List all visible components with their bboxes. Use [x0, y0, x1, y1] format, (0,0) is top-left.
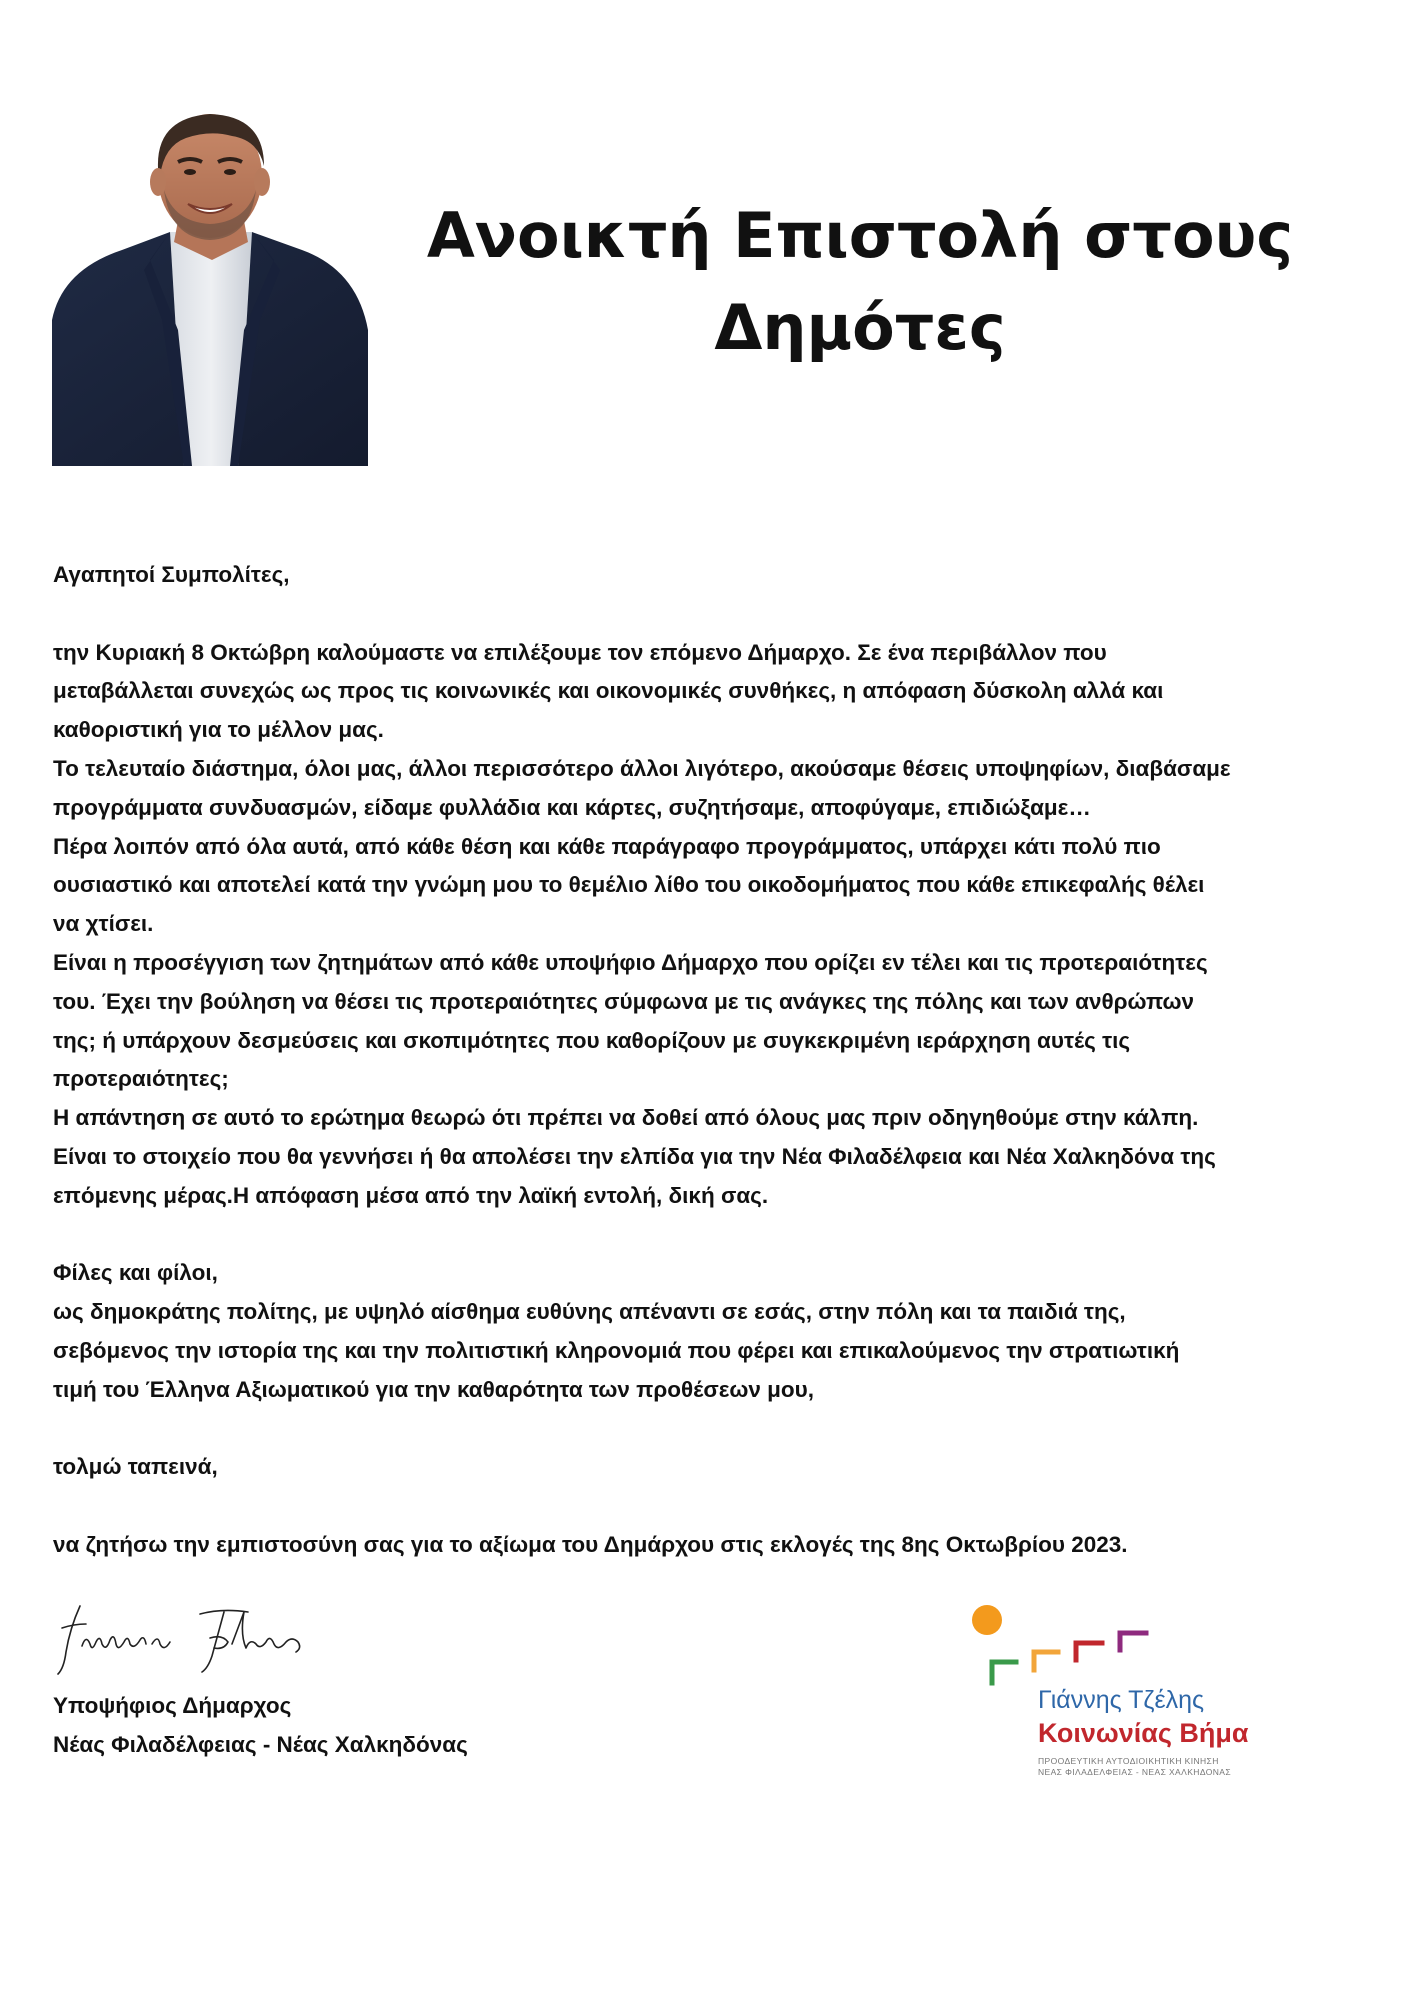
candidate-portrait: [52, 110, 368, 466]
logo-subtitle-line1: ΠΡΟΟΔΕΥΤΙΚΗ ΑΥΤΟΔΙΟΙΚΗΤΙΚΗ ΚΙΝΗΣΗ: [1038, 1756, 1219, 1766]
letter-paragraph-3: τολμώ ταπεινά,: [53, 1454, 218, 1480]
logo-mark-icon: [970, 1600, 1270, 1690]
letter-body: [53, 556, 1373, 1565]
logo-subtitle-line2: ΝΕΑΣ ΦΙΛΑΔΕΛΦΕΙΑΣ - ΝΕΑΣ ΧΑΛΚΗΔΟΝΑΣ: [1038, 1767, 1231, 1777]
paragraph-gap: [53, 1216, 1373, 1255]
paragraph-gap: [53, 1410, 1373, 1449]
letter-greeting: Αγαπητοί Συμπολίτες,: [53, 562, 290, 587]
page-title-line2: Δημότες: [714, 291, 1006, 364]
logo-brand: Κοινωνίας Βήμα: [1038, 1718, 1249, 1748]
party-logo: [970, 1600, 1270, 1790]
signature-block: [53, 1686, 468, 1764]
letter-paragraph-4: να ζητήσω την εμπιστοσύνη σας για το αξίωμα του Δημάρχου στις εκλογές της 8ης Οκτωβρίου 2023.: [53, 1531, 1128, 1557]
candidate-municipality: Νέας Φιλαδέλφειας - Νέας Χαλκηδόνας: [53, 1732, 468, 1757]
page-title-line1: Ανοικτή Επιστολή στους: [426, 199, 1294, 272]
logo-subtitle: [1038, 1756, 1231, 1778]
page-title: [400, 190, 1320, 374]
paragraph-gap: [53, 1487, 1373, 1526]
paragraph-gap: [53, 595, 1373, 634]
letter-paragraph-2: Φίλες και φίλοι, ως δημοκράτης πολίτης, με υψηλό αίσθημα ευθύνης απέναντι σε εσάς, στην πόλη και τα παιδιά της, σεβόμενος την ιστορία της και την πολιτιστική κληρονομιά που φέρει και επικαλούμενος την στρατιωτική τιμή του Έλληνα Αξιωματικού για την καθαρότητα των προθέσεων μου,: [53, 1260, 1180, 1402]
candidate-role: Υποψήφιος Δήμαρχος: [53, 1693, 292, 1718]
handwritten-signature: [52, 1598, 312, 1676]
logo-name: Γιάννης Τζέλης: [1038, 1686, 1205, 1714]
letter-paragraph-1: την Κυριακή 8 Οκτώβρη καλούμαστε να επιλέξουμε τον επόμενο Δήμαρχο. Σε ένα περιβάλλον που μεταβάλλεται συνεχώς ως προς τις κοινωνικές και οικονομικές συνθήκες, η απόφαση δύσκολη αλλά και καθοριστική για το μέλλον μας. Το τελευταίο διάστημα, όλοι μας, άλλοι περισσότερο άλλοι λιγότερο, ακούσαμε θέσεις υποψηφίων, διαβάσαμε προγράμματα συνδυασμών, είδαμε φυλλάδια και κάρτες, συζητήσαμε, αποφύγαμε, επιδιώξαμε… Πέρα λοιπόν από όλα αυτά, από κάθε θέση και κάθε παράγραφο προγράμματος, υπάρχει κάτι πολύ πιο ουσιαστικό και αποτελεί κατά την γνώμη μου το θεμέλιο λίθο του οικοδομήματος που κάθε επικεφαλής θέλει να χτίσει. Είναι η προσέγγιση των ζητημάτων από κάθε υποψήφιο Δήμαρχο που ορίζει εν τέλει και τις προτεραιότητες του. Έχει την βούληση να θέσει τις προτεραιότητες σύμφωνα με τις ανάγκες της πόλης και των ανθρώπων της; ή υπάρχουν δεσμεύσεις και σκοπιμότητες που καθορίζουν με συγκεκριμένη ιεράρχηση αυτές τις προτεραιότητες; Η απάντηση σε αυτό το ερώτημα θεωρώ ότι πρέπει να δοθεί από όλους μας πριν οδηγηθούμε στην κάλπη. Είναι το στοιχείο που θα γεννήσει ή θα απολέσει την ελπίδα για την Νέα Φιλαδέλφεια και Νέα Χαλκηδόνα της επόμενης μέρας.Η απόφαση μέσα από την λαϊκή εντολή, δική σας.: [53, 639, 1231, 1208]
